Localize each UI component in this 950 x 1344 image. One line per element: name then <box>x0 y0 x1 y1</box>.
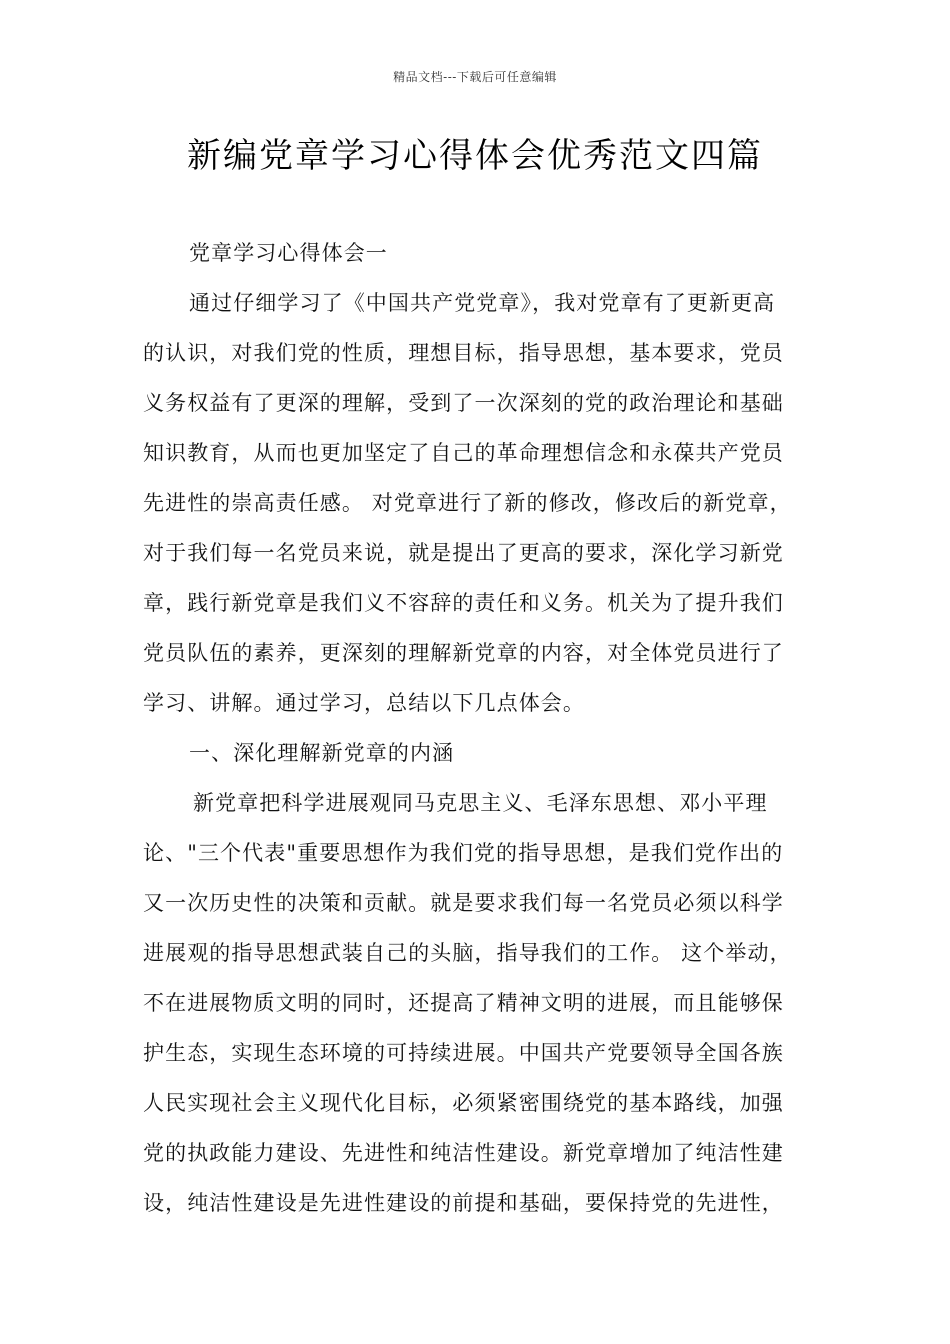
paragraph-line: 党的执政能力建设、先进性和纯洁性建设。新党章增加了纯洁性建 <box>143 1141 784 1165</box>
paragraph-line: 不在进展物质文明的同时，还提高了精神文明的进展，而且能够保 <box>143 991 784 1015</box>
paragraph-line: 义务权益有了更深的理解，受到了一次深刻的党的政治理论和基础 <box>143 391 784 415</box>
paragraph-line: 学习、讲解。通过学习，总结以下几点体会。 <box>143 691 585 715</box>
paragraph-line: 通过仔细学习了《中国共产党党章》，我对党章有了更新更高 <box>189 291 776 315</box>
paragraph-line: 党员队伍的素养，更深刻的理解新党章的内容，对全体党员进行了 <box>143 641 784 665</box>
paragraph-line: 对于我们每一名党员来说，就是提出了更高的要求，深化学习新党 <box>143 541 784 565</box>
paragraph-line: 先进性的崇高责任感。 对党章进行了新的修改，修改后的新党章， <box>143 491 792 515</box>
paragraph-line: 人民实现社会主义现代化目标，必须紧密围绕党的基本路线，加强 <box>143 1091 784 1115</box>
document-title: 新编党章学习心得体会优秀范文四篇 <box>187 136 763 176</box>
paragraph-line: 护生态，实现生态环境的可持续进展。中国共产党要领导全国各族 <box>143 1041 784 1065</box>
document-body <box>143 228 813 1228</box>
paragraph-line: 论、"三个代表"重要思想作为我们党的指导思想，是我们党作出的 <box>143 841 784 865</box>
section-heading: 党章学习心得体会一 <box>189 241 388 265</box>
paragraph-line: 新党章把科学进展观同马克思主义、毛泽东思想、邓小平理 <box>193 791 768 815</box>
paragraph-line: 知识教育，从而也更加坚定了自己的革命理想信念和永葆共产党员 <box>143 441 784 465</box>
paragraph-line: 章，践行新党章是我们义不容辞的责任和义务。机关为了提升我们 <box>143 591 784 615</box>
paragraph-line: 设，纯洁性建设是先进性建设的前提和基础，要保持党的先进性， <box>143 1191 784 1215</box>
paragraph-line: 又一次历史性的决策和贡献。就是要求我们每一名党员必须以科学 <box>143 891 784 915</box>
paragraph-line: 的认识，对我们党的性质，理想目标，指导思想，基本要求，党员 <box>143 341 784 365</box>
subsection-heading: 一、深化理解新党章的内涵 <box>189 741 455 765</box>
page-header-note: 精品文档---下载后可任意编辑 <box>393 70 557 84</box>
paragraph-line: 进展观的指导思想武装自己的头脑，指导我们的工作。 这个举动， <box>143 941 792 965</box>
